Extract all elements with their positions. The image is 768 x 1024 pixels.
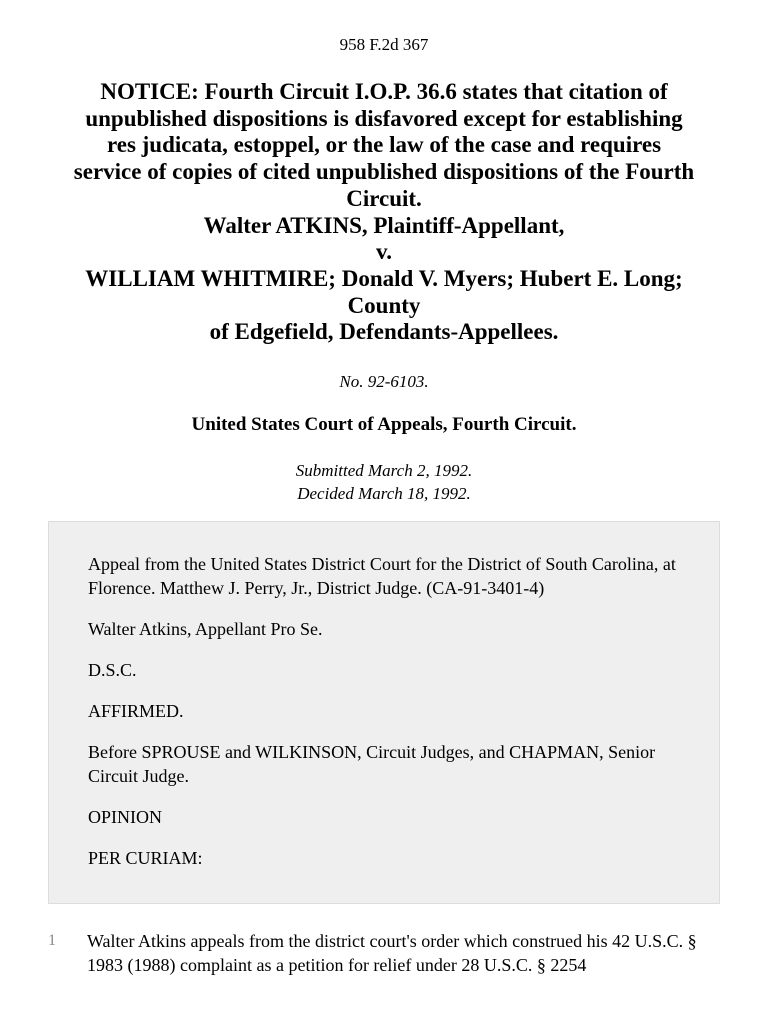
panel: Before SPROUSE and WILKINSON, Circuit Judges, and CHAPMAN, Senior Circuit Judge. bbox=[88, 742, 656, 786]
decided-date: Decided March 18, 1992. bbox=[297, 484, 471, 503]
opinion-paragraph bbox=[48, 929, 720, 977]
case-citation: 958 F.2d 367 bbox=[339, 35, 429, 54]
counsel: Walter Atkins, Appellant Pro Se. bbox=[88, 619, 323, 639]
versus: v. bbox=[376, 239, 392, 265]
case-dates bbox=[0, 459, 768, 505]
plaintiff-name: Walter ATKINS, Plaintiff-Appellant, bbox=[203, 212, 565, 238]
paragraph-text: Walter Atkins appeals from the district court's order which construed his 42 U.S.C. § 1983 (1988) complaint as a petition for relief under 28 U.S.C. § 2254 bbox=[87, 931, 697, 975]
notice-line: Circuit. bbox=[346, 185, 422, 211]
notice-line: NOTICE: Fourth Circuit I.O.P. 36.6 states that citation of bbox=[100, 79, 668, 104]
defendants-line: County bbox=[347, 292, 421, 318]
opinion-label: OPINION bbox=[88, 807, 162, 827]
case-heading bbox=[40, 79, 728, 346]
opinion-author: PER CURIAM: bbox=[88, 848, 203, 868]
defendants-line: of Edgefield, Defendants-Appellees. bbox=[209, 319, 559, 345]
paragraph-number: 1 bbox=[48, 932, 56, 949]
disposition: AFFIRMED. bbox=[88, 701, 184, 721]
district: D.S.C. bbox=[88, 660, 137, 680]
syllabus-box bbox=[48, 521, 720, 904]
defendants-line: WILLIAM WHITMIRE; Donald V. Myers; Hubert E. Long; bbox=[85, 265, 683, 291]
notice-line: unpublished dispositions is disfavored except for establishing bbox=[85, 105, 683, 131]
notice-line: service of copies of cited unpublished dispositions of the Fourth bbox=[73, 159, 695, 185]
docket-number: No. 92-6103. bbox=[339, 372, 429, 391]
court-name: United States Court of Appeals, Fourth Circuit. bbox=[191, 414, 577, 435]
notice-line: res judicata, estoppel, or the law of the case and requires bbox=[106, 132, 662, 158]
appeal-from: Appeal from the United States District Court for the District of South Carolina, at Florence. Matthew J. Perry, Jr., District Judge. (CA-91-3401-4) bbox=[88, 554, 676, 598]
submitted-date: Submitted March 2, 1992. bbox=[295, 461, 473, 480]
